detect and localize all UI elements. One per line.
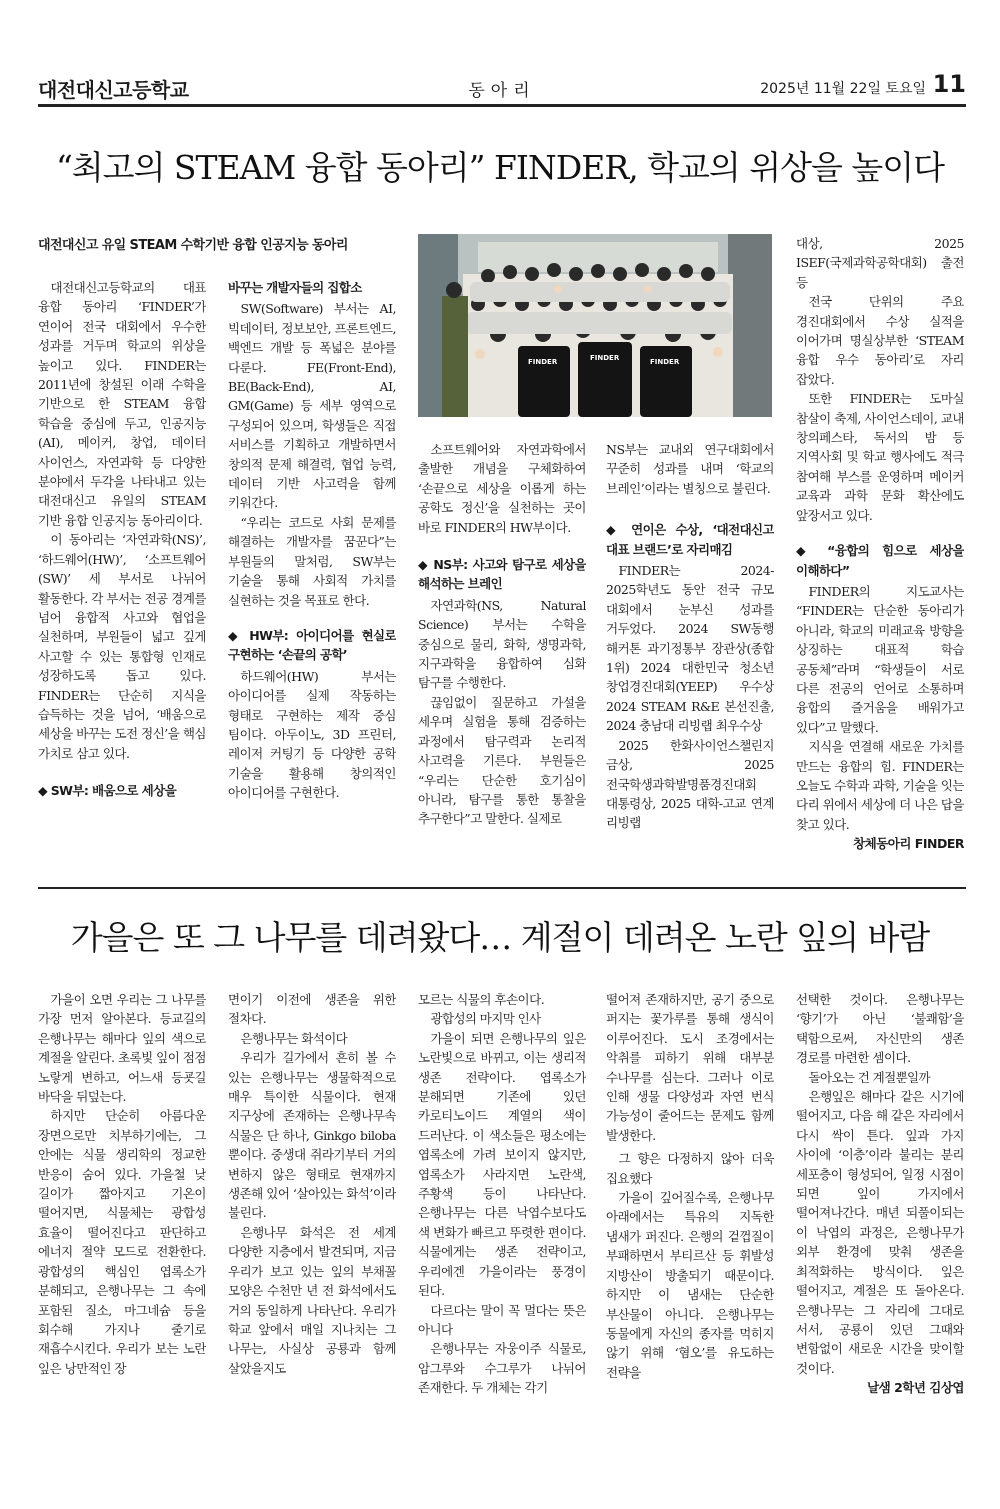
article2-column-1 <box>38 990 206 1430</box>
paragraph: 떨어져 존재하지만, 공기 중으로 퍼지는 꽃가루를 통해 생식이 이루어진다. 도시 조경에서는 악취를 피하기 위해 대부분 수나무를 심는다. 그러나 이로 인해 생물 다양성과 자연 번식 가능성이 줄어드는 문제도 함께 발생한다. <box>606 992 774 1143</box>
masthead <box>38 70 966 108</box>
article1-headline: “최고의 STEAM 융합 동아리” FINDER, 학교의 위상을 높이다 <box>55 148 945 187</box>
paragraph: 지식을 연결해 새로운 가치를 만드는 융합의 힘. FINDER는 오늘도 수학과 과학, 기술을 잇는 다리 위에서 세상에 더 나은 답을 찾고 있다. <box>796 739 964 832</box>
paragraph: FINDER의 지도교사는 “FINDER는 단순한 동아리가 아니라, 학교의 미래교육 방향을 상징하는 대표적 학습 공동체”라며 “학생들이 서로 다른 전공의 언어로 소통하며 융합의 즐거움을 배워가고 있다”고 말했다. <box>796 583 964 735</box>
shirt-text-right: FINDER <box>650 358 680 366</box>
article-divider <box>38 887 966 889</box>
paragraph: 가을이 깊어질수록, 은행나무 아래에서는 특유의 지독한 냄새가 퍼진다. 은행의 겉껍질이 부패하면서 부티르산 등 휘발성 지방산이 방출되기 때문이다. 하지만 이 냄새는 단순한 부산물이 아니다. 은행나무는 동물에게 자신의 종자를 먹히지 않기 위해 ‘혐오’를 유도하는 전략을 <box>606 1190 774 1380</box>
paragraph: 또한 FINDER는 도마실 참살이 축제, 사이언스데이, 교내 창의페스타, 독서의 밤 등 지역사회 및 학교 행사에도 적극 참여해 부스를 운영하며 메이커 교육과 과학 문화 확산에도 앞장서고 있다. <box>796 391 964 523</box>
paragraph: 2025 한화사이언스챌린지 금상, 2025 전국학생과학발명품경진대회 대통령상, 2025 대학-고교 연계 리빙랩 <box>606 737 774 831</box>
article1-byline: 창체동아리 FINDER <box>853 836 964 852</box>
article1-subhead: 대전대신고 유일 STEAM 수학기반 융합 인공지능 동아리 <box>38 238 348 253</box>
page-number: 11 <box>932 70 966 98</box>
section-heading: 다르다는 말이 꼭 멀다는 뜻은 아니다 <box>418 1302 586 1337</box>
section-heading: 은행나무는 화석이다 <box>240 1030 348 1046</box>
issue-date: 2025년 11월 22일 토요일 <box>760 81 926 97</box>
paragraph: 선택한 것이다. 은행나무는 ‘향기’가 아닌 ‘불쾌함’을 택함으로써, 자신만의 생존 경로를 마련한 셈이다. <box>796 992 964 1066</box>
paragraph: 하지만 단순히 아름다운 장면으로만 치부하기에는, 그 안에는 식물 생리학의 정교한 반응이 숨어 있다. 가을철 낮 길이가 짧아지고 기온이 떨어지면, 식물체는 광합성 효율이 떨어진다고 판단하고 에너지 절약 모드로 전환한다. 광합성의 핵심인 엽록소가 분해되고, 은행나무는 그 속에 포함된 질소, 마그네슘 등을 회수해 가지나 줄기로 재흡수시킨다. 우리가 보는 노란 잎은 낭만적인 장 <box>38 1108 206 1376</box>
paragraph: NS부는 교내외 연구대회에서 꾸준히 성과를 내며 ‘학교의 브레인’이라는 별칭으로 불린다. <box>606 442 774 496</box>
paragraph: 대상, 2025 ISEF(국제과학공학대회) 출전 등 <box>796 236 964 290</box>
section-heading: ◆ NS부: 사고와 탐구로 세상을 해석하는 브레인 <box>418 557 586 592</box>
section-heading: ◆ “융합의 힘으로 세상을 이해하다” <box>796 543 964 578</box>
paragraph: 우리가 길가에서 흔히 볼 수 있는 은행나무는 생물학적으로 매우 특이한 식물이다. 현재 지구상에 존재하는 은행나무속 식물은 단 하나, Ginkgo biloba 뿐이다. 중생대 쥐라기부터 거의 변하지 않은 형태로 현재까지 생존해 있어 ‘살아있는 화석’이라 불린다. <box>228 1050 396 1221</box>
paragraph: SW(Software) 부서는 AI, 빅데이터, 정보보안, 프론트엔드, 백엔드 개발 등 폭넓은 분야를 다룬다. FE(Front-End), BE(Back-End), AI, GM(Game) 등 세부 영역으로 구성되어 있으며, 학생들은 직접 서비스를 기획하고 개발하면서 창의적 문제 해결력, 협업 능력, 데이터 기반 사고력을 함께 키워간다. <box>228 301 396 511</box>
masthead-rule <box>38 104 966 107</box>
paragraph: FINDER는 2024-2025학년도 동안 전국 규모 대회에서 눈부신 성과를 거두었다. 2024 SW동행 해커톤 과기정통부 장관상(종합 1위) 2024 대한민국 청소년 창업경진대회(YEEP) 우수상 2024 STEAM R&E 본선진출, 2024 충남대 리빙랩 최우수상 <box>606 563 774 734</box>
paragraph: 전국 단위의 주요 경진대회에서 수상 실적을 이어가며 명실상부한 ‘STEAM 융합 우수 동아리’로 자리 잡았다. <box>796 294 964 387</box>
section-heading: 그 향은 다정하지 않아 더욱 집요했다 <box>606 1151 774 1186</box>
paragraph: 가을이 되면 은행나무의 잎은 노란빛으로 바뀌고, 이는 생리적 생존 전략이다. 엽록소가 분해되면 기존에 있던 카로티노이드 계열의 색이 드러난다. 이 색소들은 평소에는 엽록소에 가려 보이지 않지만, 엽록소가 사라지면 노란색, 주황색 등이 나타난다. 은행나무는 다른 낙엽수보다도 색 변화가 빠르고 뚜렷한 편이다. 식물에게는 생존 전략이고, 우리에겐 가을이라는 풍경이 된다. <box>418 1030 586 1299</box>
paragraph: 은행잎은 해마다 같은 시기에 떨어지고, 다음 해 같은 자리에서 다시 싹이 튼다. 잎과 가지 사이에 ‘이층’이라 불리는 분리 세포층이 형성되어, 일정 시점이 되면 잎이 가지에서 떨어져나간다. 매년 되풀이되는 이 낙엽의 과정은, 은행나무가 외부 환경에 맞춰 생존을 최적화하는 방식이다. 잎은 떨어지고, 계절은 또 돌아온다. 은행나무는 그 자리에 그대로 서서, 공룡이 있던 그때와 변함없이 새로운 시간을 맞이할 것이다. <box>796 1089 964 1376</box>
paragraph: 면이기 이전에 생존을 위한 절차다. <box>228 992 396 1027</box>
paragraph: 대전대신고등학교의 대표 융합 동아리 ‘FINDER’가 연이어 전국 대회에서 우수한 성과를 거두며 학교의 위상을 높이고 있다. FINDER는 2011년에 창설된 이래 수학을 기반으로 한 STEAM 융합 학습을 중심에 두고, 인공지능(AI), 메이커, 창업, 데이터 사이언스, 자연과학 등 다양한 분야에서 두각을 나타내고 있는 대전대신고 유일의 STEAM 기반 융합 인공지능 동아리이다. <box>38 280 206 528</box>
paragraph: 모르는 식물의 후손이다. <box>418 992 545 1007</box>
paragraph: 은행나무는 자웅이주 식물로, 암그루와 수그루가 나뉘어 존재한다. 두 개체는 각기 <box>418 1341 586 1396</box>
section-heading: ◆ HW부: 아이디어를 현실로 구현하는 ‘손끝의 공학’ <box>228 627 396 663</box>
article2-column-4 <box>606 990 774 1430</box>
paragraph: 끊임없이 질문하고 가설을 세우며 실험을 통해 검증하는 과정에서 탐구력과 논리적 사고력을 기른다. 부원들은 “우리는 단순한 호기심이 아니라, 탐구를 통한 통찰을 추구한다”고 말한다. 실제로 <box>418 694 586 827</box>
section-heading: 바꾸는 개발자들의 집합소 <box>228 280 362 295</box>
section-name: 동아리 <box>468 81 536 101</box>
paragraph: 이 동아리는 ‘자연과학(NS)’, ‘하드웨어(HW)’, ‘소프트웨어(SW)’ 세 부서로 나뉘어 활동한다. 각 부서는 전공 경계를 넘어 융합적 사고와 협업을 실천하며, 부원들이 넓고 깊게 사고할 수 있는 통합형 인재로 성장하도록 돕고 있다. FINDER는 단순히 지식을 습득하는 것을 넘어, ‘배움으로 세상을 바꾸는 도전 정신’을 핵심 가치로 삼고 있다. <box>38 532 206 761</box>
article2-column-5 <box>796 990 964 1430</box>
paragraph: 자연과학(NS, Natural Science) 부서는 수학을 중심으로 물리, 화학, 생명과학, 지구과학을 융합하여 심화 탐구를 수행한다. <box>418 597 586 691</box>
article2-column-3 <box>418 990 586 1430</box>
article1-column-4 <box>606 440 774 880</box>
article2-column-2 <box>228 990 396 1430</box>
section-heading: 광합성의 마지막 인사 <box>430 1011 541 1027</box>
article2-byline: 날샘 2학년 김상엽 <box>867 1380 964 1396</box>
article2-headline: 가을은 또 그 나무를 데려왔다… 계절이 데려온 노란 잎의 바람 <box>70 918 930 957</box>
section-heading: ◆ 연이은 수상, ‘대전대신고 대표 브랜드’로 자리매김 <box>606 522 774 557</box>
paragraph: 소프트웨어와 자연과학에서 출발한 개념을 구체화하여 ‘손끝으로 세상을 이롭게 하는 공학도 정신’을 실천하는 곳이 바로 FINDER의 HW부이다. <box>418 442 586 535</box>
section-heading: ◆ SW부: 배움으로 세상을 <box>38 783 177 799</box>
section-heading: 돌아오는 건 계절뿐일까 <box>808 1069 930 1085</box>
article1-column-2 <box>228 278 396 878</box>
paragraph: 하드웨어(HW) 부서는 아이디어를 실제 작동하는 형태로 구현하는 제작 중심 팀이다. 아두이노, 3D 프린터, 레이저 커팅기 등 다양한 공학 기술을 활용해 창의적인 아이디어를 구현한다. <box>228 668 396 801</box>
club-group-photo <box>418 234 772 417</box>
paragraph: “우리는 코드로 사회 문제를 해결하는 개발자를 꿈꾼다”는 부원들의 말처럼, SW부는 기술을 통해 사회적 가치를 실현하는 것을 목표로 한다. <box>228 514 396 608</box>
paragraph: 은행나무 화석은 전 세계 다양한 지층에서 발견되며, 지금 우리가 보고 있는 잎의 부채꼴 모양은 수천만 년 전 화석에서도 거의 동일하게 나타난다. 우리가 학교 앞에서 매일 지나치는 그 나무는, 사실상 공룡과 함께 살았을지도 <box>228 1224 396 1376</box>
school-name: 대전대신고등학교 <box>38 78 189 102</box>
article1-column-1 <box>38 278 206 878</box>
shirt-text-left: FINDER <box>528 358 558 366</box>
article1-column-5 <box>796 234 964 880</box>
shirt-text-center: FINDER <box>590 354 620 362</box>
article1-column-3 <box>418 440 586 880</box>
paragraph: 가을이 오면 우리는 그 나무를 가장 먼저 알아본다. 등교길의 은행나무는 해마다 잎의 색으로 계절을 알린다. 초록빛 잎이 점점 노랗게 변하고, 어느새 등굣길 바닥을 뒤덮는다. <box>38 992 206 1105</box>
